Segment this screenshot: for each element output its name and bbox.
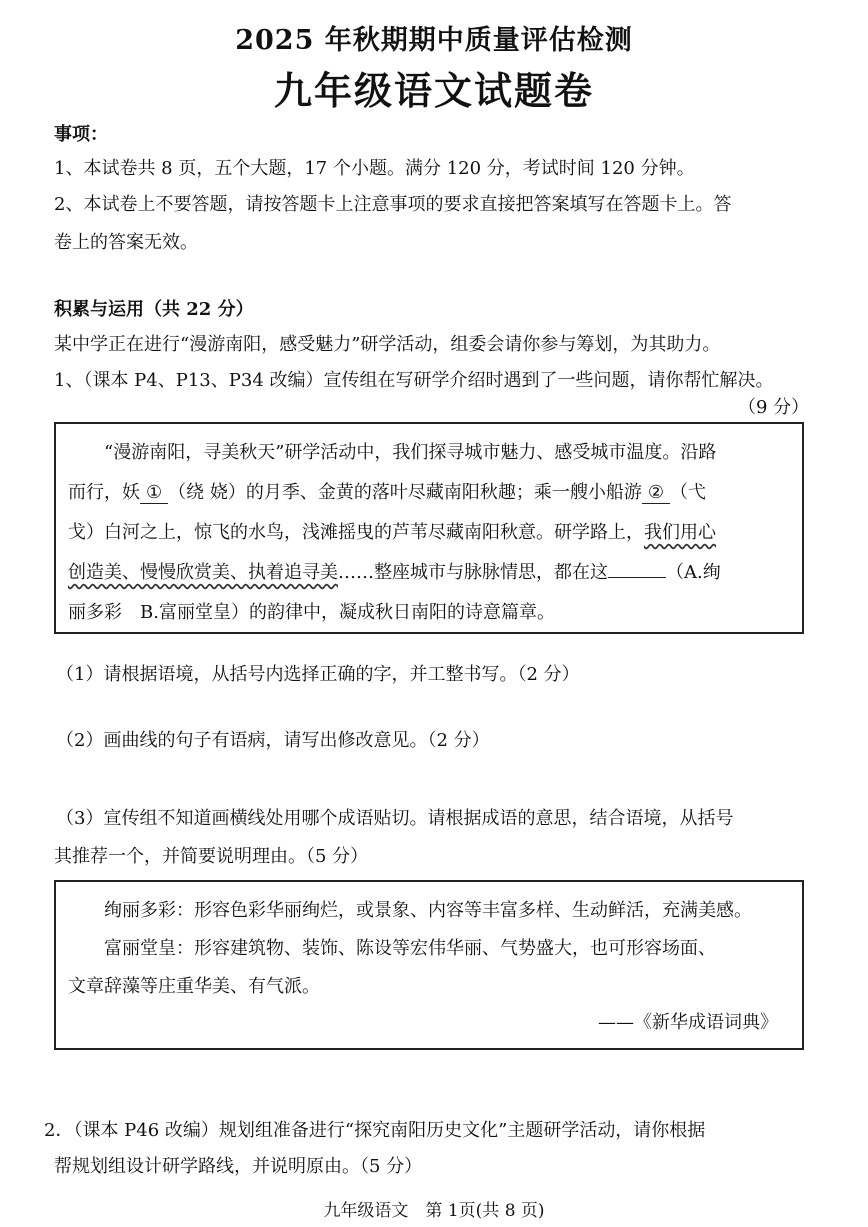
- section-heading: 积累与运用（共 22 分）: [54, 299, 254, 320]
- question-2-line2: 帮规划组设计研学路线，并说明原由。（5 分）: [54, 1156, 423, 1177]
- wavy-sentence: 我们用心: [644, 522, 716, 543]
- exam-subtitle: 九年级语文试题卷: [273, 68, 594, 113]
- subquestion-1: （1）请根据语境，从括号内选择正确的字，并工整书写。（2 分）: [56, 664, 580, 685]
- dictionary-box: [54, 880, 804, 1050]
- page-footer: 九年级语文 第 1页(共 8 页): [323, 1201, 545, 1221]
- notice-item-2-line2: 卷上的答案无效。: [54, 232, 198, 253]
- subquestion-3-line2: 其推荐一个，并简要说明理由。（5 分）: [54, 846, 369, 867]
- blank-2: ②: [642, 482, 670, 504]
- dictionary-source: ——《新华成语词典》: [598, 1012, 778, 1033]
- passage-text: （A.绚: [666, 562, 721, 583]
- subquestion-2: （2）画曲线的句子有语病，请写出修改意见。（2 分）: [56, 730, 490, 751]
- notice-item-1: 1、本试卷共 8 页，五个大题，17 个小题。满分 120 分，考试时间 120 分钟。: [54, 158, 695, 179]
- passage-text: （绕 娆）的月季、金黄的落叶尽藏南阳秋趣；乘一艘小船游: [168, 482, 642, 503]
- definition-2-line1: 富丽堂皇：形容建筑物、装饰、陈设等宏伟华丽、气势盛大，也可形容场面、: [104, 938, 716, 959]
- definition-1: 绚丽多彩：形容色彩华丽绚烂，或景象、内容等丰富多样、生动鲜活，充满美感。: [104, 900, 752, 921]
- notice-heading: 事项：: [54, 124, 108, 145]
- subquestion-3-line1: （3）宣传组不知道画横线处用哪个成语贴切。请根据成语的意思，结合语境，从括号: [56, 808, 734, 829]
- blank-1: ①: [140, 482, 168, 504]
- passage-line-2: [68, 478, 706, 504]
- exam-title: 2025 年秋期期中质量评估检测: [235, 25, 633, 56]
- idiom-blank: [608, 577, 666, 578]
- question-2-line1: 2．（课本 P46 改编）规划组准备进行“探究南阳历史文化”主题研学活动，请你根据: [44, 1120, 706, 1141]
- passage-text: ……整座城市与脉脉情思，都在这: [338, 562, 608, 583]
- passage-line-1: “漫游南阳，寻美秋天”研学活动中，我们探寻城市魅力、感受城市温度。沿路: [104, 442, 717, 463]
- passage-text: 而行，妖: [68, 482, 140, 503]
- wavy-sentence: 创造美、慢慢欣赏美、执着追寻美: [68, 562, 338, 583]
- passage-box: [54, 422, 804, 634]
- passage-text: （弋: [670, 482, 707, 503]
- passage-line-4: [68, 558, 721, 584]
- passage-text: 戈）白河之上，惊飞的水鸟，浅滩摇曳的芦苇尽藏南阳秋意。研学路上，: [68, 522, 644, 543]
- definition-2-line2: 文章辞藻等庄重华美、有气派。: [68, 976, 320, 997]
- question-1-score: （9 分）: [738, 397, 810, 418]
- section-intro: 某中学正在进行“漫游南阳，感受魅力”研学活动，组委会请你参与筹划，为其助力。: [54, 334, 721, 355]
- question-1: 1、（课本 P4、P13、P34 改编）宣传组在写研学介绍时遇到了一些问题，请你帮忙解决。: [54, 370, 774, 391]
- passage-line-5: 丽多彩 B.富丽堂皇）的韵律中，凝成秋日南阳的诗意篇章。: [68, 602, 555, 623]
- notice-item-2-line1: 2、本试卷上不要答题，请按答题卡上注意事项的要求直接把答案填写在答题卡上。答: [54, 194, 732, 215]
- passage-line-3: [68, 518, 716, 544]
